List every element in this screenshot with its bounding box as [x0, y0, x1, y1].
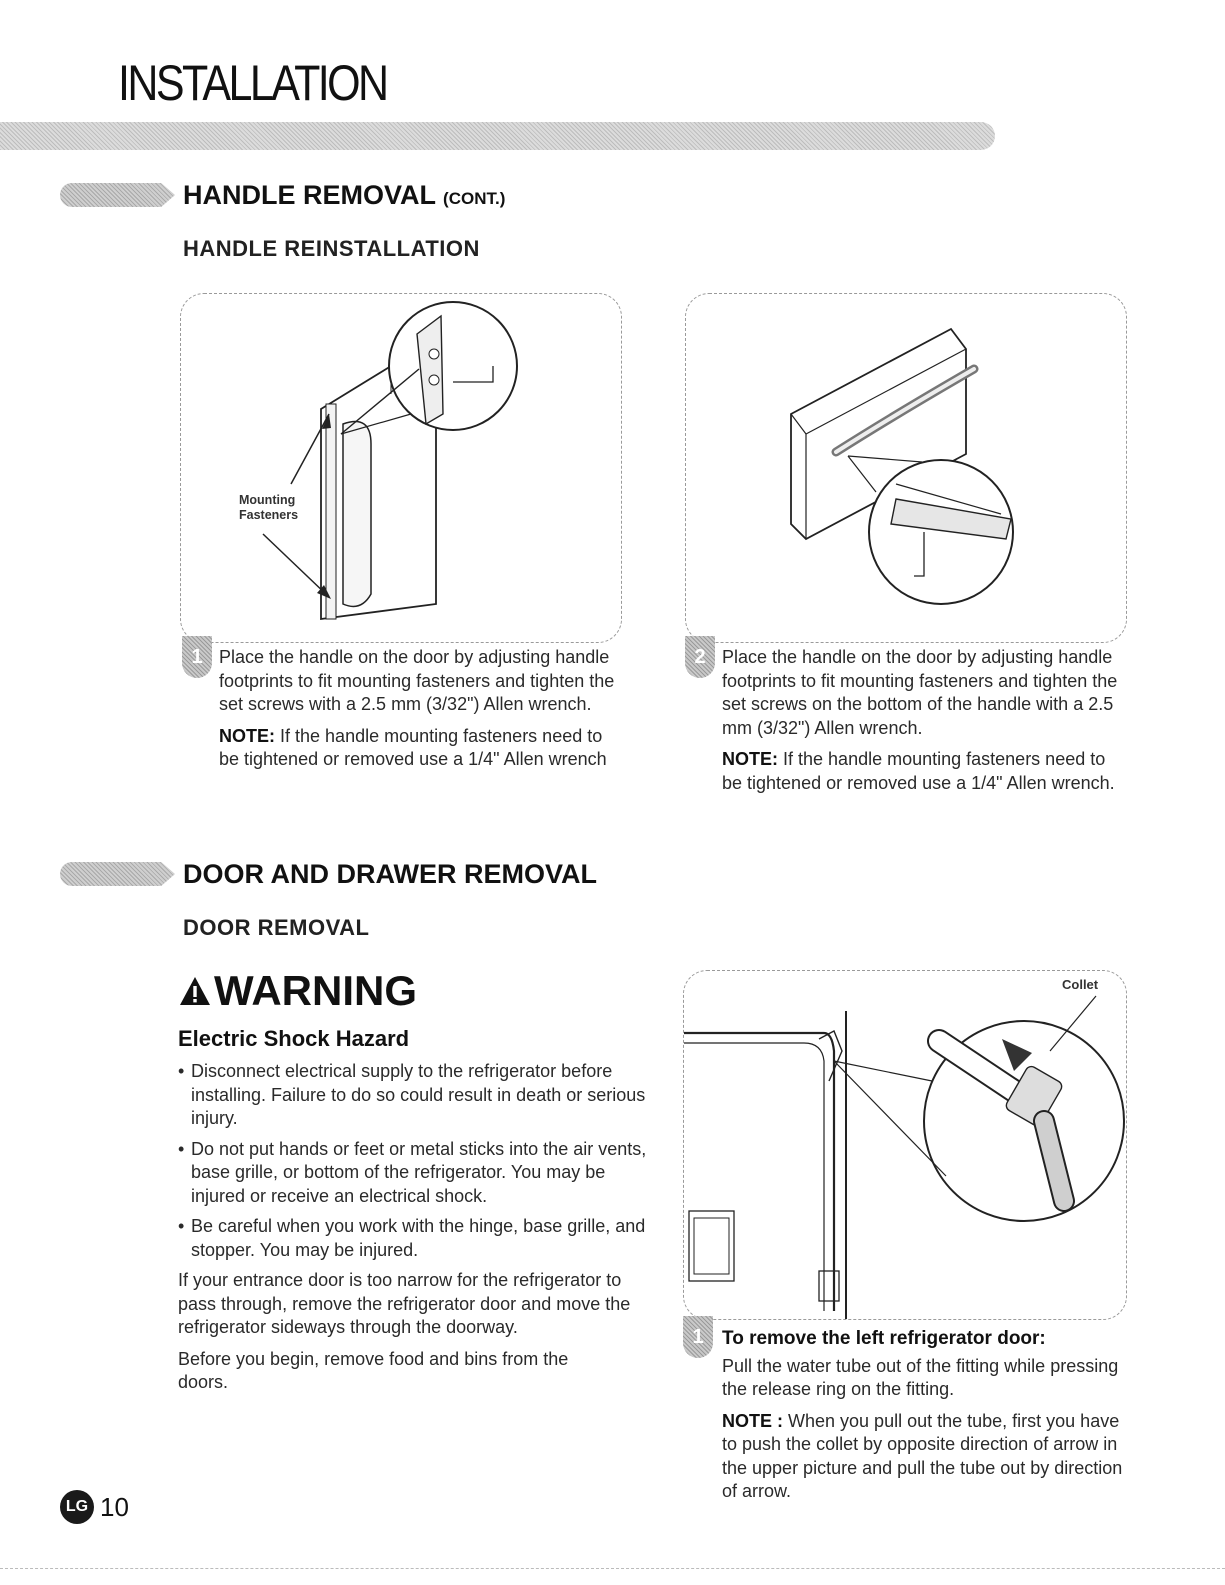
subheading-handle-reinstallation: HANDLE REINSTALLATION [183, 236, 480, 261]
page-footer [60, 1490, 129, 1524]
note-text: If the handle mounting fasteners need to be tightened or removed use a 1/4" Allen wrench [219, 725, 607, 769]
title-bar-decoration [0, 122, 995, 150]
note-label: NOTE : [722, 1410, 783, 1431]
step-1-note [219, 725, 624, 772]
figure-handle-mounting-2 [685, 293, 1127, 643]
handle-door-illustration-1 [181, 294, 621, 642]
subheading-door-removal: DOOR REMOVAL [183, 915, 370, 940]
figure-handle-mounting-1 [180, 293, 622, 643]
door-step-1-note [722, 1410, 1127, 1504]
door-step-1-title: To remove the left refrigerator door: [722, 1328, 1046, 1349]
page-number: 10 [100, 1491, 129, 1522]
lg-logo-icon: LG [60, 1490, 94, 1524]
label-fasteners: Fasteners [239, 508, 299, 522]
door-step-1-text: Pull the water tube out of the fitting while pressing the release ring on the fitting. [722, 1355, 1119, 1399]
warning-block [178, 967, 658, 1395]
water-tube-illustration [684, 971, 1126, 1319]
step-2-note [722, 748, 1127, 795]
step-badge-1: 1 [182, 636, 212, 678]
figure-water-tube [683, 970, 1127, 1320]
step-2-text-block [722, 646, 1127, 795]
warning-title [178, 967, 658, 1014]
note-text: If the handle mounting fasteners need to be tightened or removed use a 1/4" Allen wrench. [722, 749, 1115, 793]
section-heading-handle-removal [183, 182, 505, 209]
warning-para-2: Before you begin, remove food and bins from the doors. [178, 1348, 569, 1392]
section-marker [60, 862, 175, 886]
section-heading-door-drawer-removal: DOOR AND DRAWER REMOVAL [183, 859, 597, 889]
warning-title-text: WARNING [214, 967, 417, 1014]
step-1-text-block [219, 646, 624, 772]
hazard-title: Electric Shock Hazard [178, 1026, 410, 1051]
warning-para-1: If your entrance door is too narrow for the refrigerator to pass through, remove the refrigerator door and move the refrigerator sideways through the doorway. [178, 1270, 631, 1337]
warning-bullet: • Disconnect electrical supply to the refrigerator before installing. Failure to do so could result in death or serious injury. [166, 1060, 658, 1131]
door-step-1-text-block [722, 1327, 1127, 1504]
warning-triangle-icon [178, 975, 212, 1007]
label-mounting: Mounting [239, 493, 296, 507]
warning-list [166, 1060, 658, 1262]
note-label: NOTE: [722, 749, 778, 769]
note-label: NOTE: [219, 725, 275, 746]
page-title: INSTALLATION [118, 55, 387, 111]
section-heading-suffix: (CONT.) [443, 189, 506, 208]
step-badge-door-1: 1 [683, 1316, 713, 1358]
bottom-rule [0, 1568, 1225, 1569]
step-badge-2: 2 [685, 636, 715, 678]
step-2-text: Place the handle on the door by adjusting handle footprints to fit mounting fasteners and tighten the set screws on the bottom of the handle with a 2.5 mm (3/32") Allen wrench. [722, 647, 1118, 738]
handle-door-illustration-2 [686, 294, 1126, 642]
warning-bullet: • Do not put hands or feet or metal sticks into the air vents, base grille, or bottom of the refrigerator. You may be injured or receive an electrical shock. [166, 1138, 658, 1209]
note-text: When you pull out the tube, first you have to push the collet by opposite direction of arrow in the upper picture and pull the tube out by direction of arrow. [722, 1410, 1123, 1501]
step-1-text: Place the handle on the door by adjusting handle footprints to fit mounting fasteners and tighten the set screws with a 2.5 mm (3/32") Allen wrench. [219, 647, 615, 714]
label-collet: Collet [1062, 977, 1099, 992]
section-marker [60, 183, 175, 207]
warning-bullet: • Be careful when you work with the hinge, base grille, and stopper. You may be injured. [166, 1215, 658, 1262]
section-heading-text: HANDLE REMOVAL [183, 180, 436, 210]
